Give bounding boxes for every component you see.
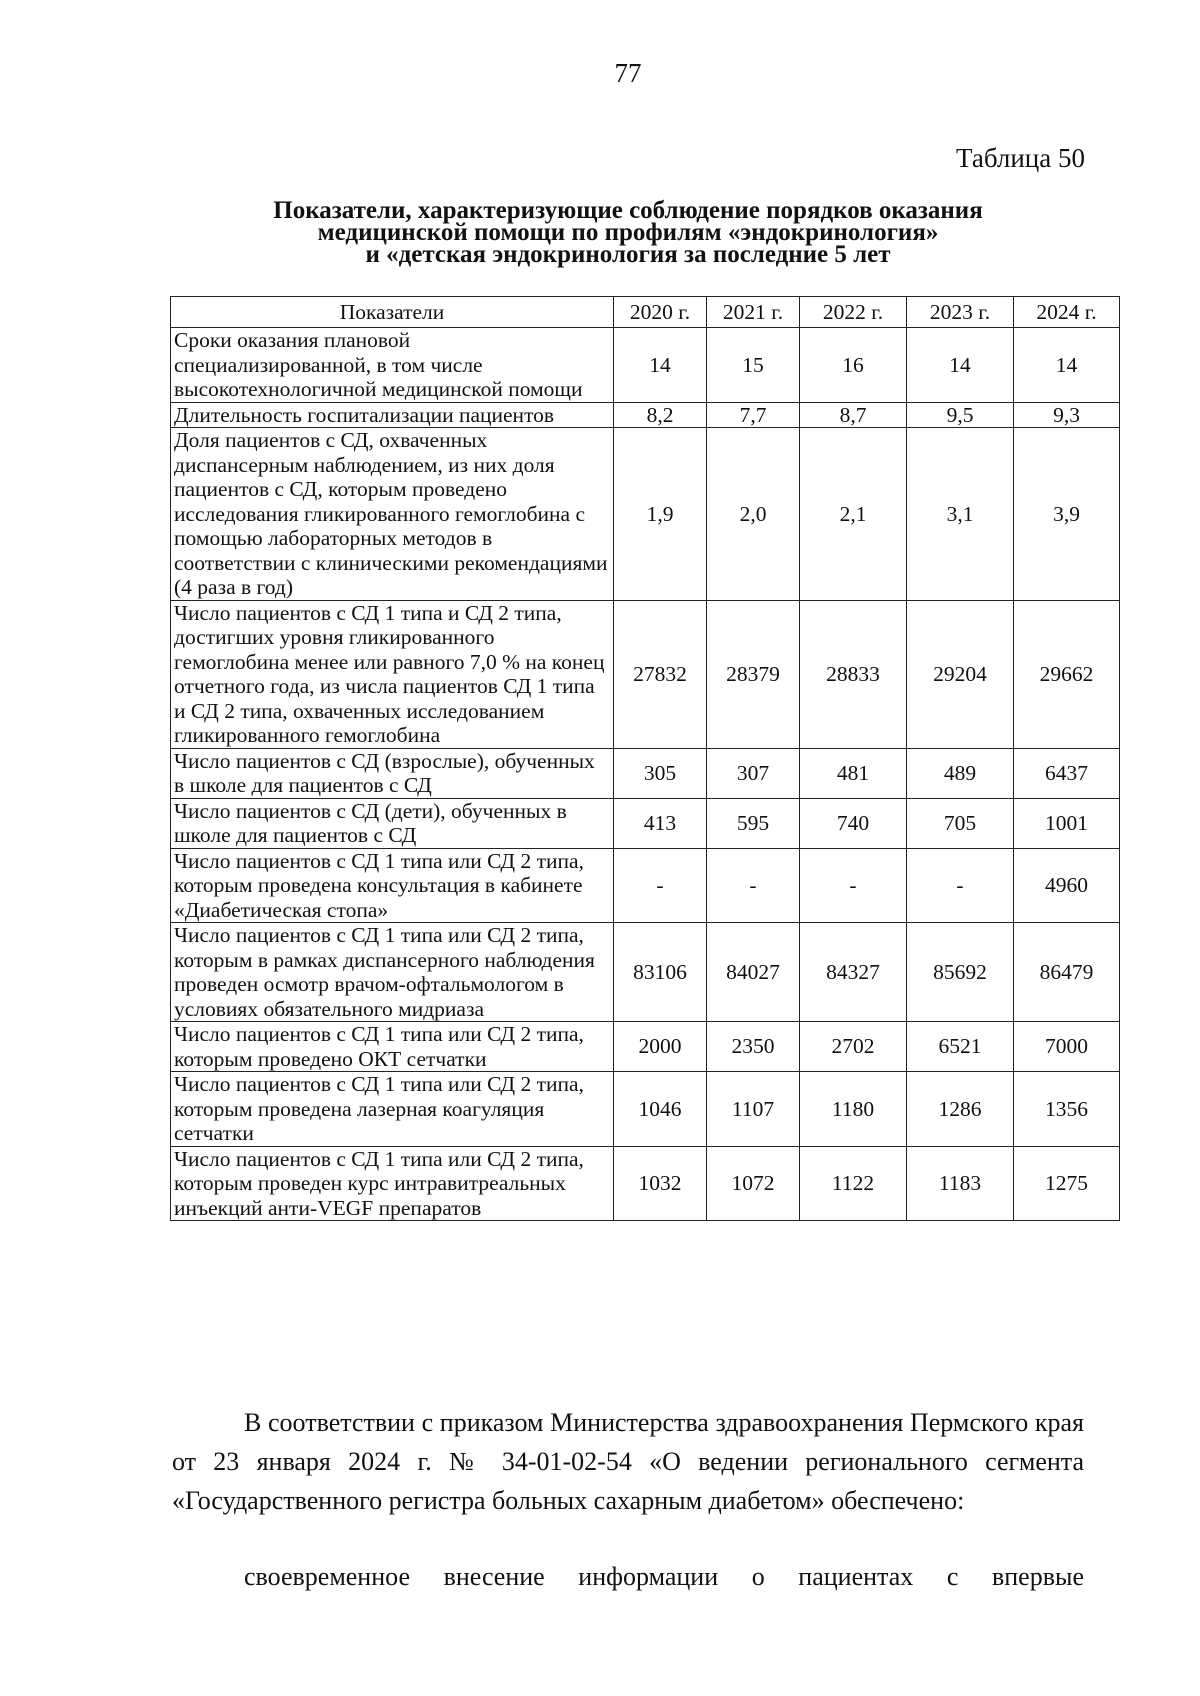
indicators-table [170, 296, 1120, 1221]
value-cell: 4960 [1014, 848, 1120, 923]
value-cell: 16 [800, 328, 907, 403]
value-cell: 8,7 [800, 402, 907, 428]
value-cell: 1180 [800, 1072, 907, 1147]
table-row [171, 848, 1120, 923]
value-cell: - [907, 848, 1014, 923]
indicator-cell: Доля пациентов с СД, охваченных диспансерным наблюдением, из них доля пациентов с СД, которым проведено исследования гликированного гемоглобина с помощью лабораторных методов в соответствии с клиническими рекомендациями (4 раза в год) [171, 428, 614, 601]
table-row [171, 923, 1120, 1022]
table-row [171, 328, 1120, 403]
value-cell: 14 [1014, 328, 1120, 403]
value-cell: 307 [707, 748, 800, 798]
indicator-cell: Число пациентов с СД (дети), обученных в школе для пациентов с СД [171, 798, 614, 848]
value-cell: 86479 [1014, 923, 1120, 1022]
value-cell: 14 [907, 328, 1014, 403]
table-row [171, 1146, 1120, 1221]
value-cell: 3,9 [1014, 428, 1120, 601]
value-cell: 84327 [800, 923, 907, 1022]
table-row [171, 600, 1120, 748]
value-cell: 489 [907, 748, 1014, 798]
page-number: 77 [614, 58, 642, 88]
value-cell: 28379 [707, 600, 800, 748]
header-year: 2024 г. [1014, 297, 1120, 328]
body-paragraph: В соответствии с приказом Министерства здравоохранения Пермского края от 23 января 2024 г. № 34-01-02-54 «О ведении регионального сегмента «Государственного регистра больных сахарным диабетом» обеспечено: [172, 1408, 1084, 1515]
value-cell: 305 [614, 748, 707, 798]
table-title [160, 197, 1096, 268]
indicator-cell: Длительность госпитализации пациентов [171, 402, 614, 428]
value-cell: 6521 [907, 1022, 1014, 1072]
value-cell: 1356 [1014, 1072, 1120, 1147]
value-cell: - [707, 848, 800, 923]
indicator-cell: Число пациентов с СД 1 типа или СД 2 типа, которым проведен курс интравитреальных инъекций анти-VEGF препаратов [171, 1146, 614, 1221]
indicator-cell: Число пациентов с СД 1 типа или СД 2 типа, которым проведена лазерная коагуляция сетчатки [171, 1072, 614, 1147]
indicator-cell: Число пациентов с СД (взрослые), обученных в школе для пациентов с СД [171, 748, 614, 798]
value-cell: 83106 [614, 923, 707, 1022]
table-row [171, 748, 1120, 798]
value-cell: 28833 [800, 600, 907, 748]
value-cell: 1046 [614, 1072, 707, 1147]
value-cell: 6437 [1014, 748, 1120, 798]
value-cell: 14 [614, 328, 707, 403]
value-cell: 9,3 [1014, 402, 1120, 428]
indicator-cell: Число пациентов с СД 1 типа и СД 2 типа, достигших уровня гликированного гемоглобина менее или равного 7,0 % на конец отчетного года, из числа пациентов СД 1 типа и СД 2 типа, охваченных исследованием гликированного гемоглобина [171, 600, 614, 748]
title-line: медицинской помощи по профилям «эндокринология» [317, 219, 939, 246]
value-cell: 705 [907, 798, 1014, 848]
table-row [171, 798, 1120, 848]
value-cell: 8,2 [614, 402, 707, 428]
value-cell: - [800, 848, 907, 923]
indicator-cell: Число пациентов с СД 1 типа или СД 2 типа, которым в рамках диспансерного наблюдения проведен осмотр врачом-офтальмологом в условиях обязательного мидриаза [171, 923, 614, 1022]
value-cell: 1001 [1014, 798, 1120, 848]
value-cell: 9,5 [907, 402, 1014, 428]
table-label: Таблица 50 [956, 143, 1085, 173]
value-cell: - [614, 848, 707, 923]
header-year: 2020 г. [614, 297, 707, 328]
header-year: 2022 г. [800, 297, 907, 328]
value-cell: 1,9 [614, 428, 707, 601]
value-cell: 15 [707, 328, 800, 403]
value-cell: 1122 [800, 1146, 907, 1221]
value-cell: 7000 [1014, 1022, 1120, 1072]
value-cell: 7,7 [707, 402, 800, 428]
value-cell: 1032 [614, 1146, 707, 1221]
value-cell: 2702 [800, 1022, 907, 1072]
title-line: Показатели, характеризующие соблюдение порядков оказания [273, 197, 983, 224]
indicator-cell: Число пациентов с СД 1 типа или СД 2 типа, которым проведено ОКТ сетчатки [171, 1022, 614, 1072]
table-row [171, 1022, 1120, 1072]
value-cell: 1072 [707, 1146, 800, 1221]
value-cell: 740 [800, 798, 907, 848]
value-cell: 85692 [907, 923, 1014, 1022]
value-cell: 1183 [907, 1146, 1014, 1221]
value-cell: 2350 [707, 1022, 800, 1072]
value-cell: 2000 [614, 1022, 707, 1072]
value-cell: 2,1 [800, 428, 907, 601]
value-cell: 1275 [1014, 1146, 1120, 1221]
value-cell: 1286 [907, 1072, 1014, 1147]
table-row [171, 402, 1120, 428]
table-row [171, 1072, 1120, 1147]
value-cell: 27832 [614, 600, 707, 748]
body-paragraph: своевременное внесение информации о пациентах с впервые [244, 1562, 1084, 1591]
value-cell: 595 [707, 798, 800, 848]
table-header-row [171, 297, 1120, 328]
indicator-cell: Сроки оказания плановой специализированной, в том числе высокотехнологичной медицинской помощи [171, 328, 614, 403]
value-cell: 29662 [1014, 600, 1120, 748]
value-cell: 3,1 [907, 428, 1014, 601]
header-indicator: Показатели [171, 297, 614, 328]
title-line: и «детская эндокринология за последние 5 лет [365, 241, 891, 268]
header-year: 2023 г. [907, 297, 1014, 328]
indicator-cell: Число пациентов с СД 1 типа или СД 2 типа, которым проведена консультация в кабинете «Диабетическая стопа» [171, 848, 614, 923]
value-cell: 1107 [707, 1072, 800, 1147]
header-year: 2021 г. [707, 297, 800, 328]
table-row [171, 428, 1120, 601]
value-cell: 481 [800, 748, 907, 798]
value-cell: 2,0 [707, 428, 800, 601]
value-cell: 29204 [907, 600, 1014, 748]
value-cell: 413 [614, 798, 707, 848]
value-cell: 84027 [707, 923, 800, 1022]
